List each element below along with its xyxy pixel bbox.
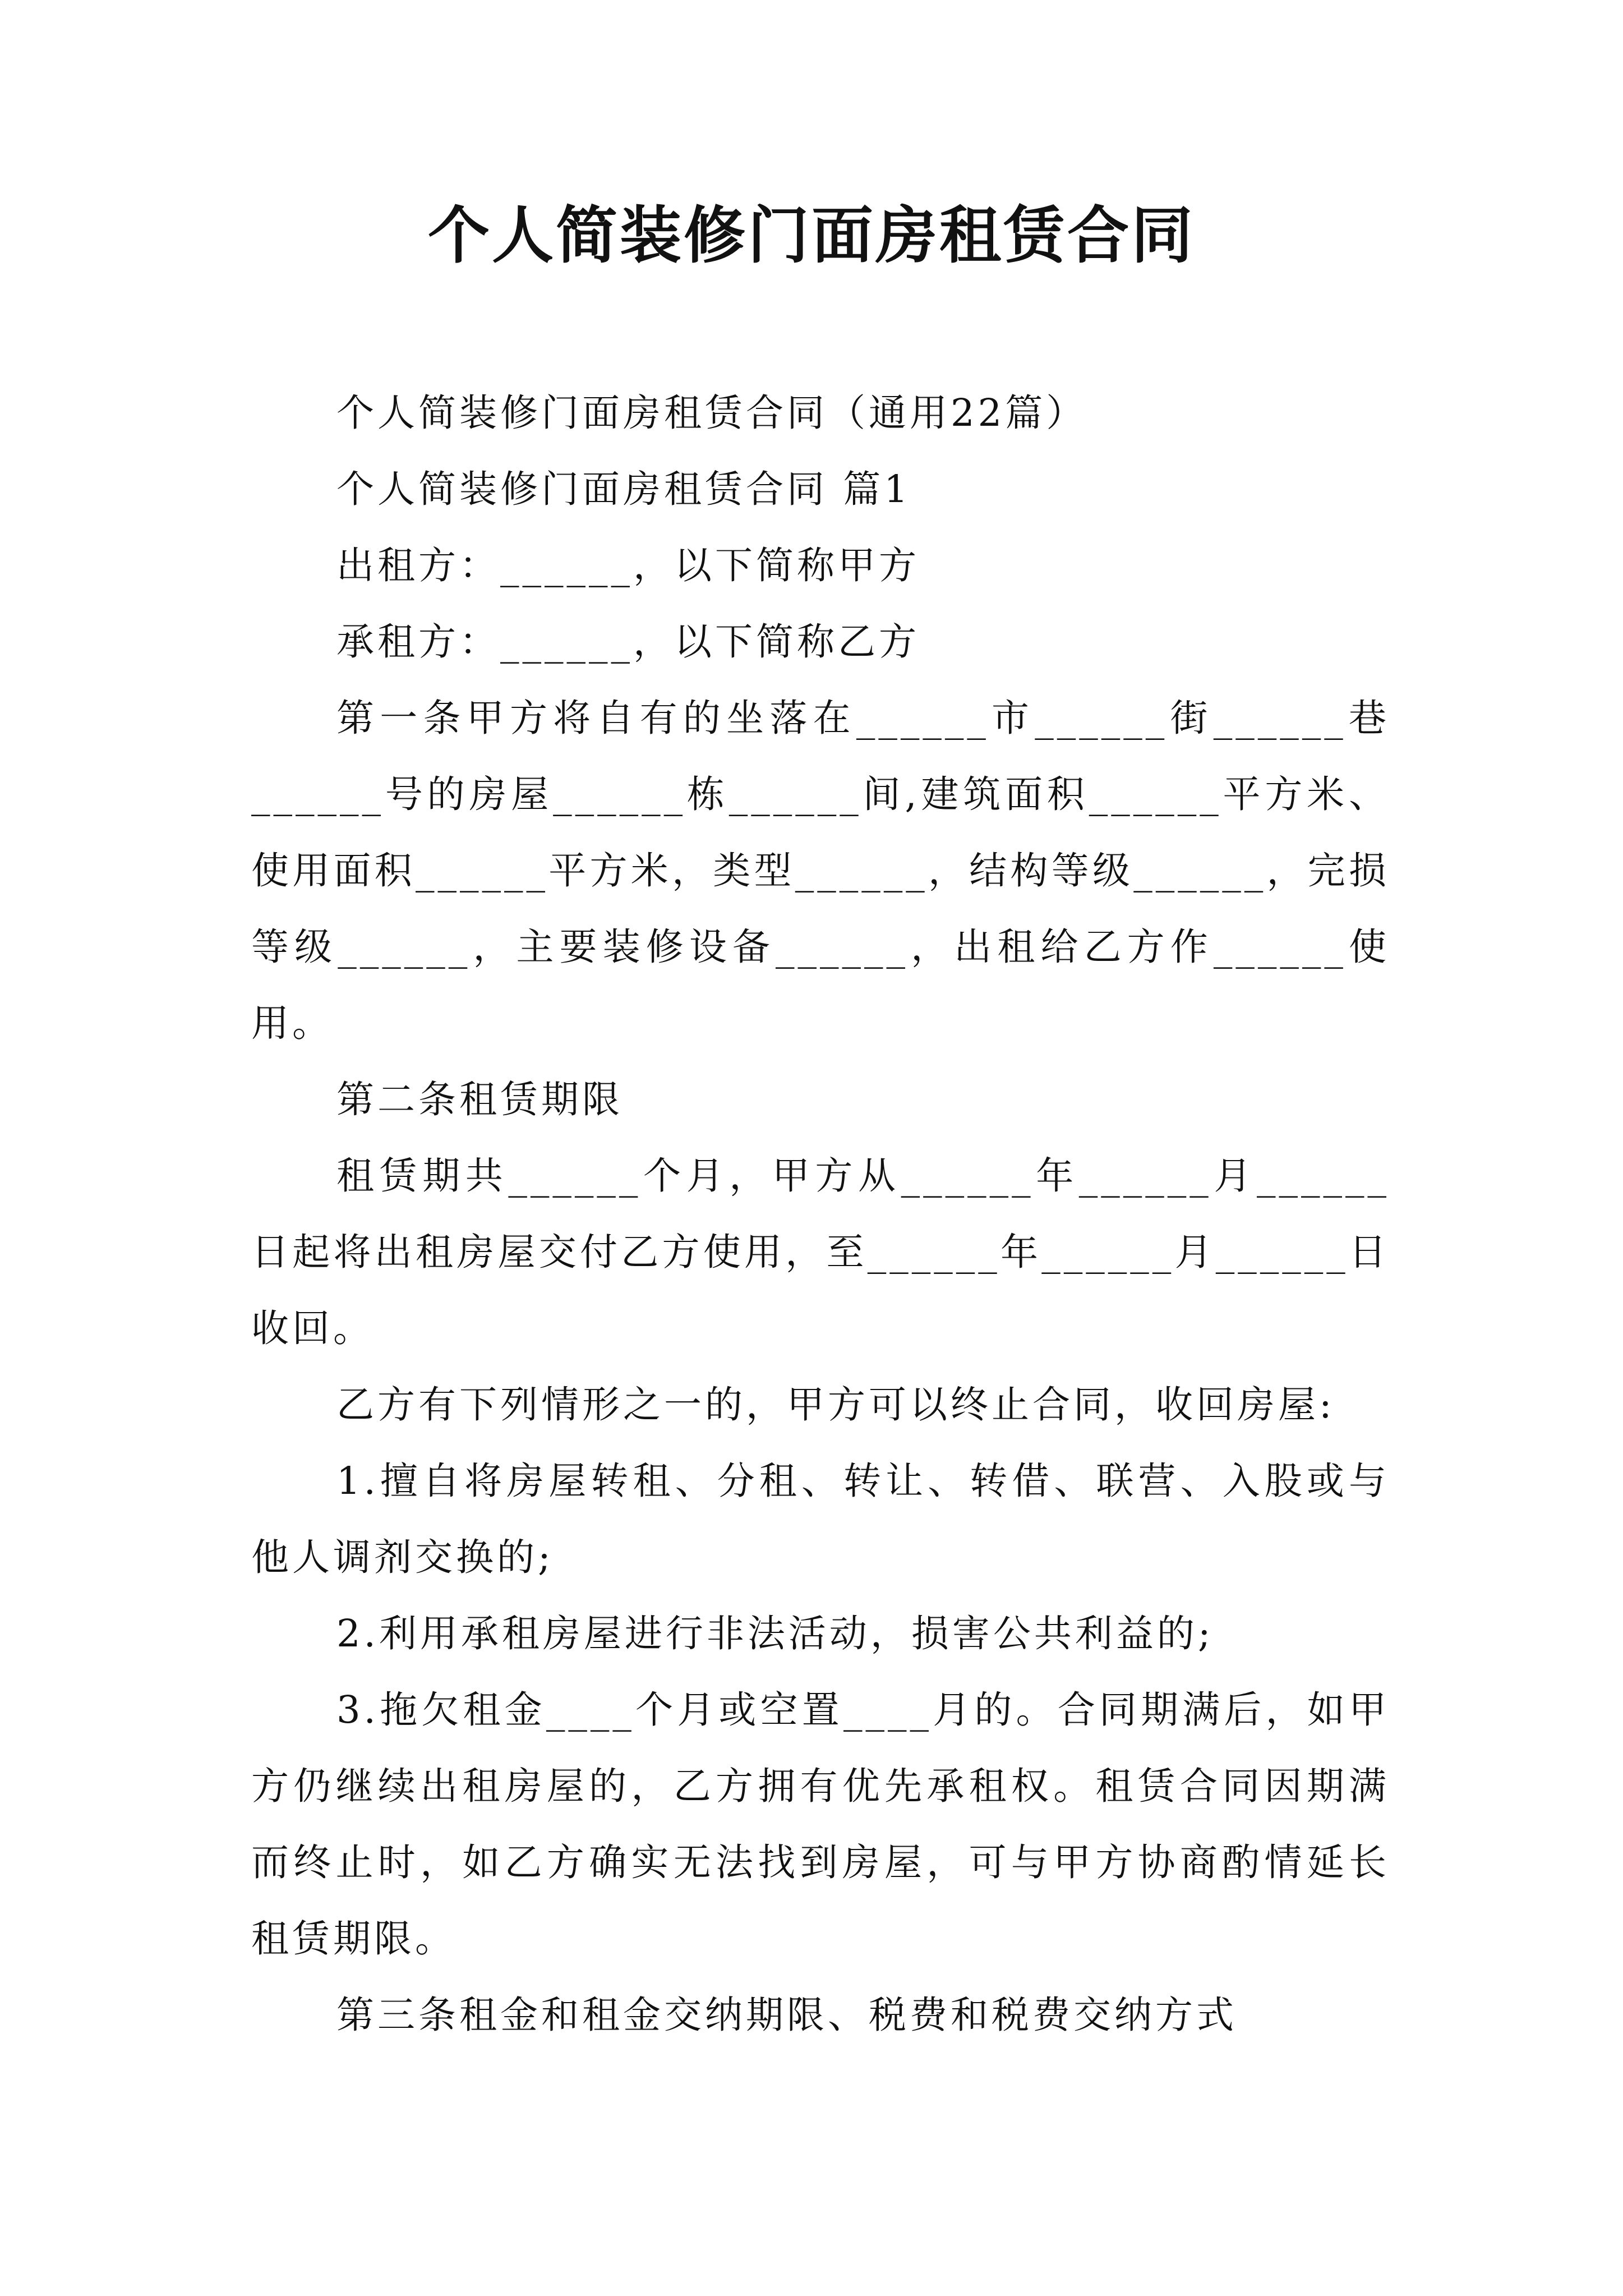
paragraph-article-3-heading: 第三条租金和租金交纳期限、税费和税费交纳方式 — [336, 1993, 1237, 2037]
paragraph-termination-item-2: 2.利用承租房屋进行非法活动，损害公共利益的; — [336, 1612, 1214, 1655]
document-title: 个人简装修门面房租赁合同 — [428, 199, 1195, 272]
document-body — [251, 375, 1390, 2053]
paragraph-lessee: 承租方：______，以下简称乙方 — [336, 620, 920, 664]
paragraph-termination-item-1: 1.擅自将房屋转租、分租、转让、转借、联营、入股或与他人调剂交换的; — [251, 1459, 1390, 1579]
paragraph-article-1: 第一条甲方将自有的坐落在______市______街______巷______号的房屋______栋______间,建筑面积______平方米、使用面积______平方米，类型______，结构等级______，完损等级______，主要装修设备______，出租给乙方作______使用。 — [251, 696, 1390, 1045]
paragraph-collection-title: 个人简装修门面房租赁合同（通用22篇） — [336, 391, 1087, 435]
paragraph-section-heading: 个人简装修门面房租赁合同 篇1 — [336, 467, 911, 511]
paragraph-termination-intro: 乙方有下列情形之一的，甲方可以终止合同，收回房屋: — [336, 1383, 1335, 1427]
paragraph-lease-term: 租赁期共______个月，甲方从______年______月______日起将出租房屋交付乙方使用，至______年______月______日收回。 — [251, 1154, 1390, 1350]
paragraph-article-2-heading: 第二条租赁期限 — [336, 1078, 623, 1121]
paragraph-lessor: 出租方：______，以下简称甲方 — [336, 544, 920, 587]
paragraph-termination-item-3: 3.拖欠租金____个月或空置____月的。合同期满后，如甲方仍继续出租房屋的，乙方拥有优先承租权。租赁合同因期满而终止时，如乙方确实无法找到房屋，可与甲方协商酌情延长租赁期限。 — [251, 1688, 1390, 1961]
